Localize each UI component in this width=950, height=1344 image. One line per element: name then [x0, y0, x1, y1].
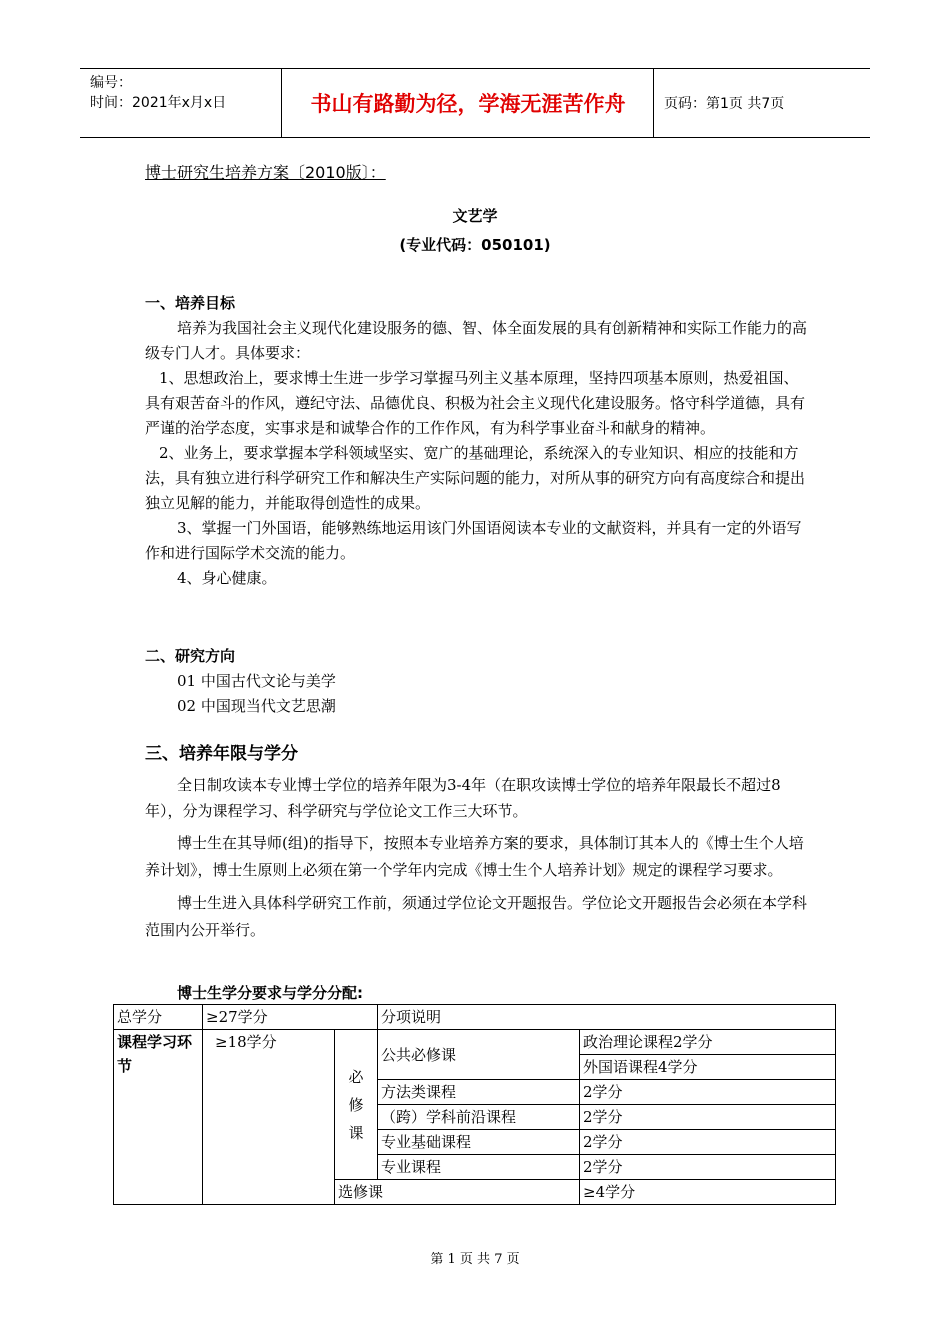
- list-item: 02 中国现当代文艺思潮: [177, 697, 336, 715]
- paragraph: 2、业务上，要求掌握本学科领域坚实、宽广的基础理论，系统深入的专业知识、相应的技能和方法，具有独立进行科学研究工作和解决生产实际问题的能力，对所从事的研究方向有高度综合和提出独立见解的能力，并能取得创造性的成果。: [145, 444, 806, 512]
- table-cell: 专业基础课程: [378, 1130, 580, 1155]
- paragraph: 培养为我国社会主义现代化建设服务的德、智、体全面发展的具有创新精神和实际工作能力的高级专门人才。具体要求：: [145, 319, 808, 362]
- major-code: (专业代码：050101): [399, 236, 551, 254]
- table-cell: 2学分: [580, 1105, 836, 1130]
- vertical-char: 必: [348, 1067, 364, 1086]
- section-duration-credits: [145, 741, 807, 944]
- paragraph: 3、掌握一门外国语，能够熟练地运用该门外国语阅读本专业的文献资料，并具有一定的外语写作和进行国际学术交流的能力。: [145, 519, 802, 562]
- header-meta: [80, 69, 282, 137]
- table-cell: 课程学习环节: [114, 1030, 203, 1205]
- paragraph: 1、思想政治上，要求博士生进一步学习掌握马列主义基本原理，坚持四项基本原则，热爱祖国、具有艰苦奋斗的作风，遵纪守法、品德优良、积极为社会主义现代化建设服务。恪守科学道德，具有严谨的治学态度，实事求是和诚挚合作的工作作风，有为科学事业奋斗和献身的精神。: [145, 369, 806, 437]
- table-caption: 博士生学分要求与学分分配:: [177, 984, 363, 1002]
- paragraph: 4、身心健康。: [177, 569, 277, 587]
- page-footer: 第 1 页 共 7 页: [430, 1252, 520, 1267]
- paragraph: 全日制攻读本专业博士学位的培养年限为3-4年（在职攻读博士学位的培养年限最长不超过8年），分为课程学习、科学研究与学位论文工作三大环节。: [145, 776, 781, 820]
- section-heading: 三、培养年限与学分: [145, 744, 298, 764]
- table-cell: 专业课程: [378, 1155, 580, 1180]
- section-directions: [145, 644, 807, 719]
- vertical-char: 课: [348, 1123, 364, 1142]
- table-cell: 选修课: [335, 1180, 580, 1205]
- table-row: [114, 1030, 836, 1055]
- table-cell: ≥27学分: [203, 1005, 378, 1030]
- page-header: [80, 68, 870, 138]
- table-cell: 政治理论课程2学分: [580, 1030, 836, 1055]
- header-page-label: 页码：第1页 共7页: [664, 96, 785, 112]
- table-cell: 外国语课程4学分: [580, 1055, 836, 1080]
- table-cell: 2学分: [580, 1155, 836, 1180]
- table-cell: （跨）学科前沿课程: [378, 1105, 580, 1130]
- credits-table: [113, 1004, 836, 1205]
- paragraph: 博士生在其导师(组)的指导下，按照本专业培养方案的要求，具体制订其本人的《博士生个人培养计划》，博士生原则上必须在第一个学年内完成《博士生个人培养计划》规定的课程学习要求。: [145, 834, 804, 879]
- number-label: 编号：: [90, 75, 132, 91]
- vertical-char: 修: [348, 1095, 364, 1114]
- table-cell: 方法类课程: [378, 1080, 580, 1105]
- table-cell: 2学分: [580, 1130, 836, 1155]
- paragraph: 博士生进入具体科学研究工作前，须通过学位论文开题报告。学位论文开题报告会必须在本学科范围内公开举行。: [145, 894, 808, 939]
- table-cell: 分项说明: [378, 1005, 836, 1030]
- time-label: 时间：2021年x月x日: [90, 95, 227, 111]
- table-cell: ≥18学分: [203, 1030, 335, 1205]
- table-cell: 公共必修课: [378, 1030, 580, 1080]
- section-goals: [145, 291, 807, 591]
- table-cell: 总学分: [114, 1005, 203, 1030]
- table-cell: ≥4学分: [580, 1180, 836, 1205]
- section-heading: 二、研究方向: [145, 647, 236, 665]
- doc-title: 博士研究生培养方案〔2010版〕：: [145, 163, 386, 182]
- major-name: 文艺学: [452, 207, 498, 225]
- header-motto: 书山有路勤为径，学海无涯苦作舟: [283, 69, 654, 137]
- required-course-cell: [335, 1030, 378, 1180]
- table-row: [114, 1005, 836, 1030]
- section-heading: 一、培养目标: [145, 294, 236, 312]
- list-item: 01 中国古代文论与美学: [177, 672, 336, 690]
- table-cell: 2学分: [580, 1080, 836, 1105]
